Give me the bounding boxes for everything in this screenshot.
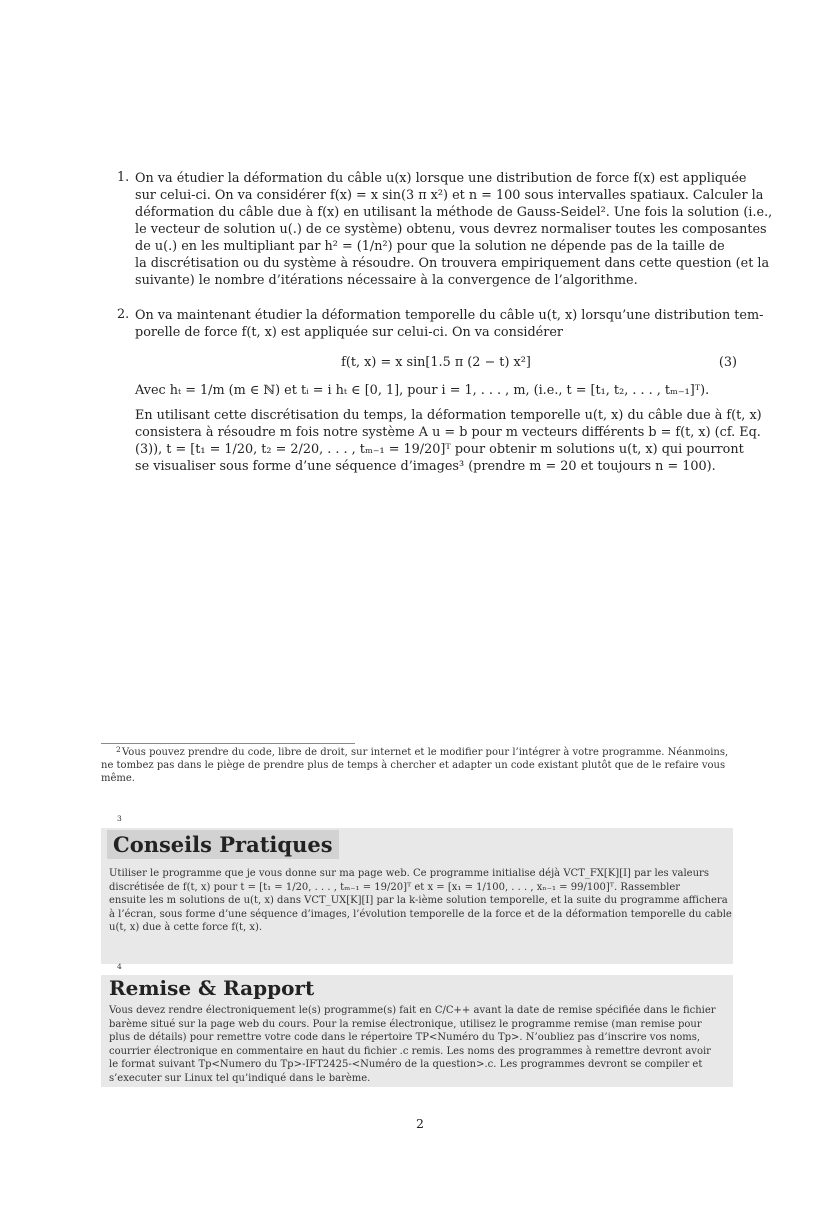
item-1-number: 1.: [117, 170, 130, 185]
remise-rapport-box: [101, 975, 733, 1087]
conseils-pratiques-title: Conseils Pratiques: [107, 830, 339, 859]
remise-line: s’executer sur Linux tel qu’indiqué dans le barème.: [109, 1072, 371, 1084]
conseils-line: discrétisée de f(t, x) pour t = [t₁ = 1/20, . . . , tₘ₋₁ = 19/20]ᵀ et x = [x₁ = 1/100, . . . , xₙ₋₁ = 99/100]ᵀ. Rassembler: [109, 881, 681, 893]
conseils-pratiques-text: [101, 867, 733, 935]
item-2-number: 2.: [117, 307, 130, 322]
item-2-intro-line: On va maintenant étudier la déformation temporelle du câble u(t, x) lorsqu’une distribution tem-: [135, 308, 764, 323]
equation-number: (3): [718, 355, 737, 370]
item-2-paragraph: [135, 407, 762, 475]
footnote-2-line: même.: [101, 773, 135, 784]
remise-rapport-text: [101, 1004, 733, 1085]
item-2-line: se visualiser sous forme d’une séquence d’images³ (prendre m = 20 et toujours n = 100).: [135, 459, 716, 474]
footnote-2-mark: 2: [116, 745, 121, 754]
footnote-rule: [101, 743, 355, 744]
item-1-paragraph: [135, 170, 773, 289]
remise-line: plus de détails) pour remettre votre code dans le répertoire TP<Numéro du Tp>. N’oubliez pas d’inscrire vos noms,: [109, 1032, 701, 1043]
item-1-line: la discrétisation ou du système à résoudre. On trouvera empiriquement dans cette question (et la: [135, 256, 770, 271]
conseils-line: ensuite les m solutions de u(t, x) dans VCT_UX[K][I] par la k-ième solution temporelle, et la suite du programme affichera: [109, 895, 728, 906]
remise-rapport-title: Remise & Rapport: [109, 976, 315, 1000]
avec-line: Avec hₜ = 1/m (m ∈ ℕ) et tᵢ = i hₜ ∈ [0, 1], pour i = 1, . . . , m, (i.e., t = [t₁, t₂, . . . , tₘ₋₁]ᵀ).: [135, 383, 710, 398]
remise-line: le format suivant Tp<Numero du Tp>-IFT2425-<Numéro de la question>.c. Les programmes devront se compiler et: [109, 1059, 703, 1070]
item-1-line: suivante) le nombre d’itérations nécessaire à la convergence de l’algorithme.: [135, 273, 638, 288]
item-2-line: consistera à résoudre m fois notre système A u = b pour m vecteurs différents b = f(t, x) (cf. Eq.: [135, 425, 761, 440]
footnote-2-line: Vous pouvez prendre du code, libre de droit, sur internet et le modifier pour l’intégrer à votre programme. Néanmoins,: [122, 747, 729, 758]
footnote-2: [101, 746, 737, 785]
item-1-line: le vecteur de solution u(.) de ce système) obtenu, vous devrez normaliser toutes les composantes: [135, 222, 767, 237]
conseils-line: u(t, x) due à cette force f(t, x).: [109, 922, 263, 933]
conseils-pratiques-box: [101, 828, 733, 964]
page-number: 2: [416, 1116, 424, 1131]
remise-line: barème situé sur la page web du cours. Pour la remise électronique, utilisez le programme remise (man remise pour: [109, 1018, 702, 1030]
footnote-2-line: ne tombez pas dans le piège de prendre plus de temps à chercher et adapter un code existant plutôt que de le refaire vous: [101, 760, 726, 771]
item-1-line: de u(.) en les multipliant par h² = (1/n²) pour que la solution ne dépende pas de la taille de: [135, 239, 725, 254]
footnote-3-mark: 3: [117, 814, 122, 823]
item-1-line: On va étudier la déformation du câble u(x) lorsque une distribution de force f(x) est appliquée: [135, 171, 747, 186]
conseils-line: Utiliser le programme que je vous donne sur ma page web. Ce programme initialise déjà VCT_FX[K][I] par les valeurs: [109, 868, 709, 879]
item-2-line: En utilisant cette discrétisation du temps, la déformation temporelle u(t, x) du câble due à f(t, x): [135, 408, 762, 423]
remise-line: courrier électronique en commentaire en haut du fichier .c remis. Les noms des programmes à remettre devront avoir: [109, 1045, 711, 1057]
item-2-avec-line: [135, 382, 737, 399]
remise-line: Vous devez rendre électroniquement le(s) programme(s) fait en C/C++ avant la date de remise spécifiée dans le fichier: [109, 1005, 716, 1016]
item-2-intro: [135, 307, 764, 341]
conseils-line: à l’écran, sous forme d’une séquence d’images, l’évolution temporelle de la force et de la déformation temporelle du cable: [109, 908, 732, 920]
item-1-line: déformation du câble due à f(x) en utilisant la méthode de Gauss-Seidel². Une fois la solution (i.e.,: [135, 205, 773, 220]
footnote-4-mark: 4: [117, 962, 122, 971]
item-1-line: sur celui-ci. On va considérer f(x) = x sin(3 π x²) et n = 100 sous intervalles spatiaux. Calculer la: [135, 188, 764, 203]
item-2-line: (3)), t = [t₁ = 1/20, t₂ = 2/20, . . . , tₘ₋₁ = 19/20]ᵀ pour obtenir m solutions u(t, x) qui pourront: [135, 442, 744, 457]
equation-3: [135, 355, 737, 373]
equation-body: f(t, x) = x sin[1.5 π (2 − t) x²]: [341, 355, 531, 370]
item-2-intro-line: porelle de force f(t, x) est appliquée sur celui-ci. On va considérer: [135, 325, 564, 340]
